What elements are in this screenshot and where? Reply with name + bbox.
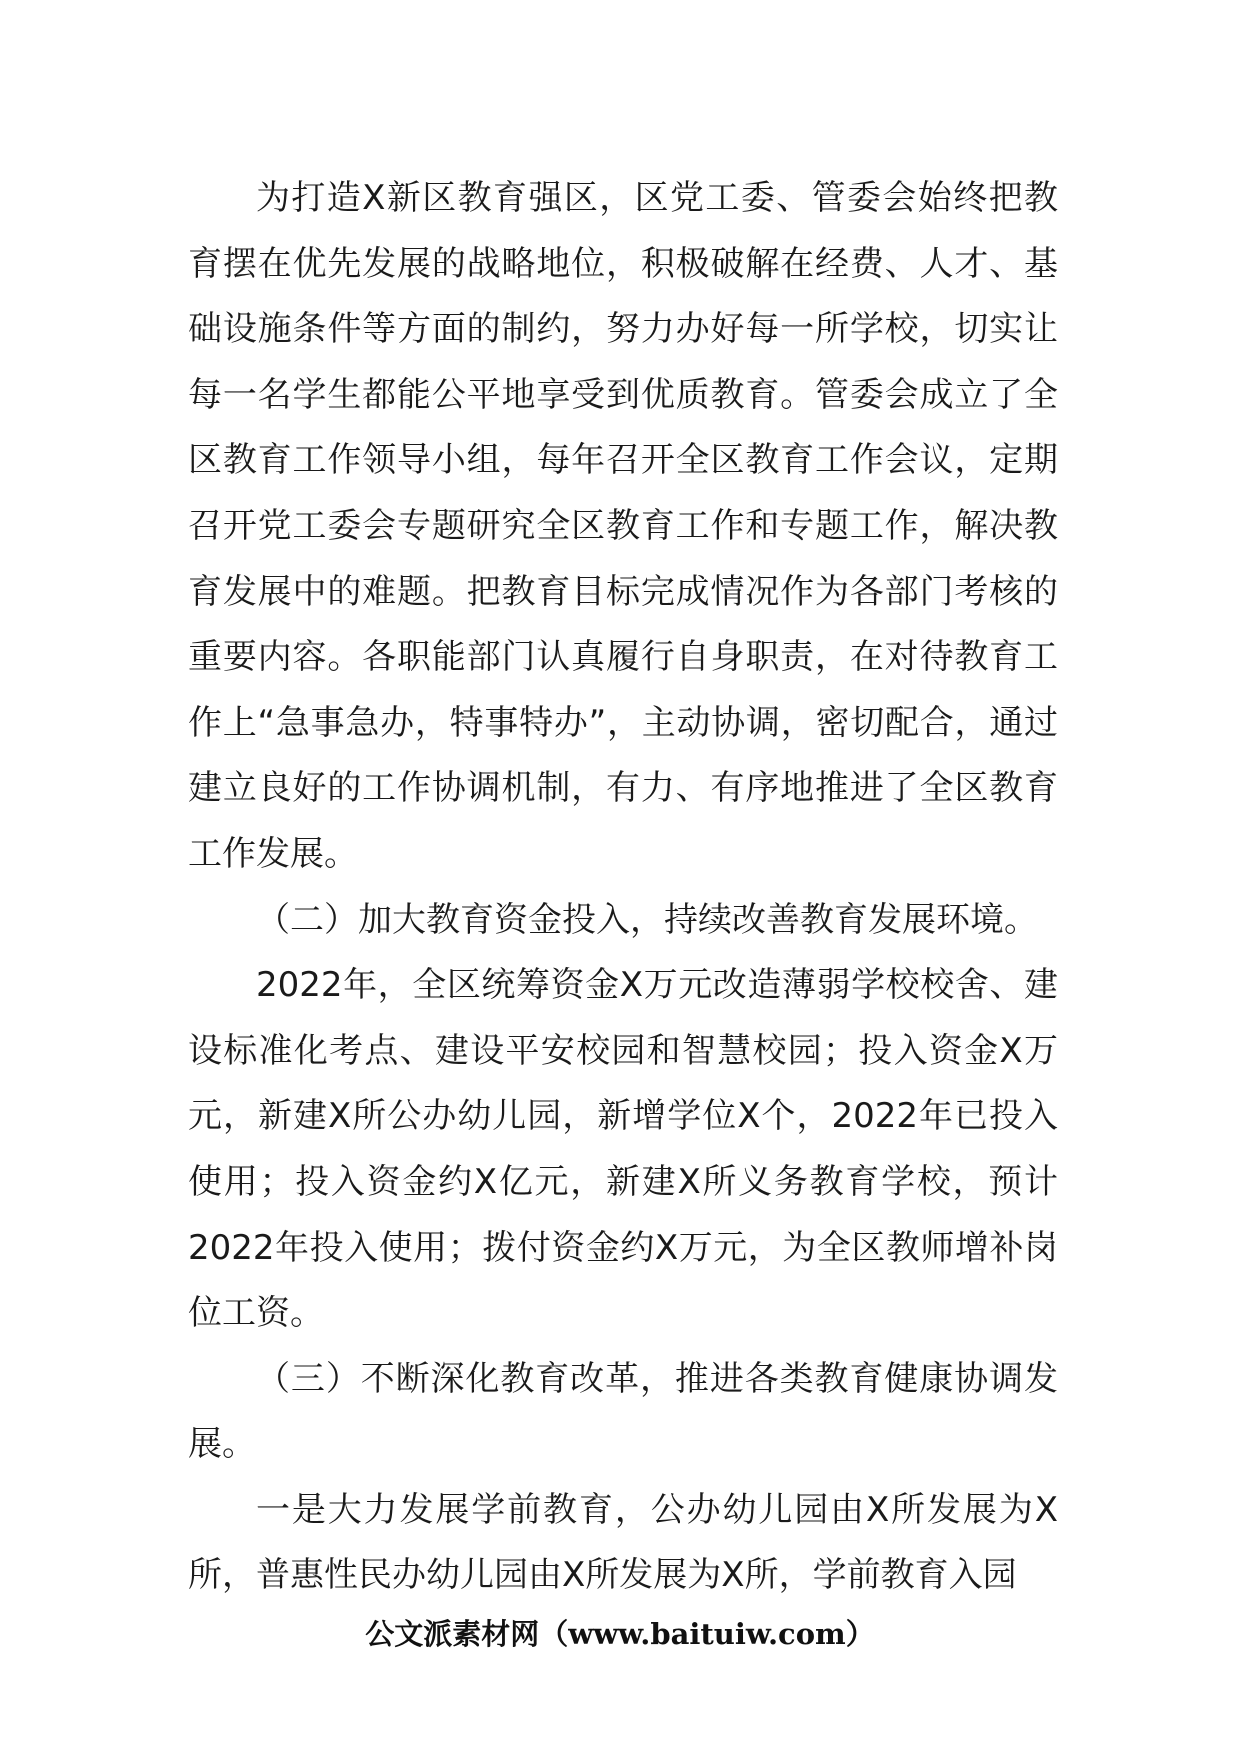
paragraph-preschool: 一是大力发展学前教育，公办幼儿园由X所发展为X所，普惠性民办幼儿园由X所发展为X所，学前教育入园 [188, 1489, 1058, 1596]
paragraph-intro: 为打造X新区教育强区，区党工委、管委会始终把教育摆在优先发展的战略地位，积极破解在经费、人才、基础设施条件等方面的制约，努力办好每一所学校，切实让每一名学生都能公平地享受到优质教育。管委会成立了全区教育工作领导小组，每年召开全区教育工作会议，定期召开党工委会专题研究全区教育工作和专题工作，解决教育发展中的难题。把教育目标完成情况作为各部门考核的重要内容。各职能部门认真履行自身职责，在对待教育工作上“急事急办，特事特办”，主动协调，密切配合，通过建立良好的工作协调机制，有力、有序地推进了全区教育工作发展。 [188, 178, 1058, 874]
footer-watermark: 公文派素材网（www.baituiw.com） [365, 1617, 875, 1651]
document-body [188, 166, 1058, 1609]
heading-section-3: （三）不断深化教育改革，推进各类教育健康协调发展。 [188, 1358, 1058, 1465]
paragraph-funding: 2022年，全区统筹资金X万元改造薄弱学校校舍、建设标准化考点、建设平安校园和智慧校园；投入资金X万元，新建X所公办幼儿园，新增学位X个，2022年已投入使用；投入资金约X亿元，新建X所义务教育学校，预计2022年投入使用；拨付资金约X万元，为全区教师增补岗位工资。 [188, 965, 1058, 1334]
heading-section-2: （二）加大教育资金投入，持续改善教育发展环境。 [256, 899, 1038, 940]
